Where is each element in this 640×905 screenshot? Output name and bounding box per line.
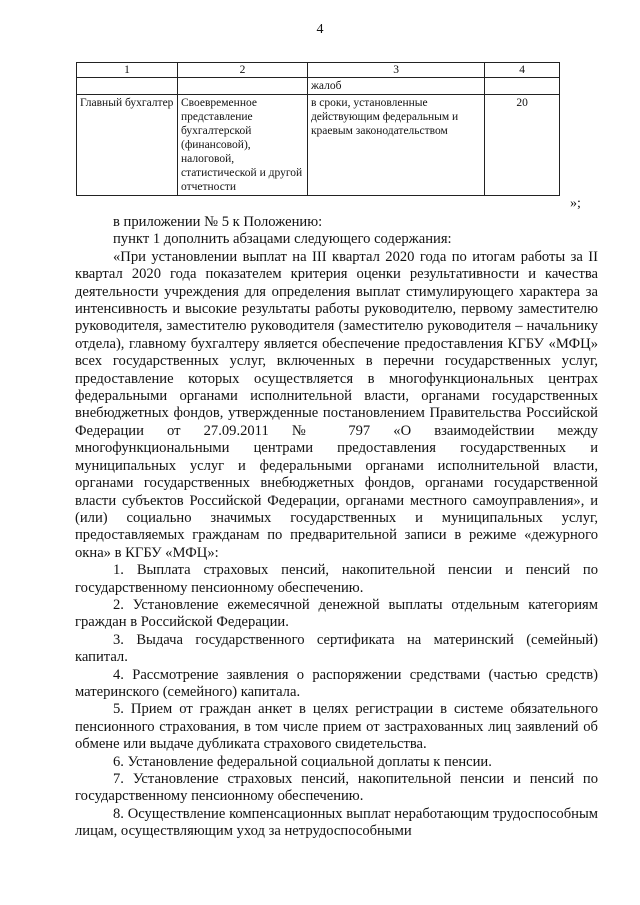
header-cell-2: 2 [177, 63, 307, 78]
list-item: 4. Рассмотрение заявления о распоряжении средствами (частью средств) материнского (семейного) капитала. [75, 666, 598, 700]
condition-cell: в сроки, установленные действующим федеральным и краевым законодательством [307, 95, 484, 196]
list-item: 2. Установление ежемесячной денежной выплаты отдельным категориям граждан в Российской Федерации. [75, 596, 598, 631]
paragraph: в приложении № 5 к Положению: [113, 214, 323, 230]
table-header-row [77, 63, 560, 78]
list-item: 8. Осуществление компенсационных выплат неработающим трудоспособным лицам, осуществляющим уход за нетрудоспособными [75, 805, 598, 840]
value-cell: 20 [485, 95, 560, 196]
paragraph: «При установлении выплат на III квартал 2020 года по итогам работы за II квартал 2020 года показателем критерия оценки результативности и качества деятельности учреждения для определения выплат стимулирующего характера за интенсивность и высокие результаты работы руководителю, первому заместителю руководителя, заместителю руководителя (заместителю руководителя – начальнику отдела), главному бухгалтеру является обеспечение предоставления КГБУ «МФЦ» всех государственных услуг, включенных в перечни государственных услуг, предоставление которых осуществляется в многофункциональных центрах федеральными органами исполнительной власти, органами государственных внебюджетных фондов, утвержденные постановлением Правительства Российской Федерации от 27.09.2011 № 797 «О взаимодействии между многофункциональными центрами предоставления государственных и муниципальных услуг и федеральными органами исполнительной власти, органами государственных внебюджетных фондов, органами государственной власти субъектов Российской Федерации, органами местного самоуправления», и (или) социально значимых государственных и муниципальных услуг, предоставляемых гражданам по предварительной записи в режиме «дежурного окна» в КГБУ «МФЦ»: [75, 248, 598, 561]
paragraph: пункт 1 дополнить абзацами следующего содержания: [113, 231, 452, 248]
table-closing-quote: »; [570, 196, 581, 211]
table-row-continued [77, 78, 560, 95]
header-cell-3: 3 [307, 63, 484, 78]
list-item: 1. Выплата страховых пенсий, накопительной пенсии и пенсий по государственному пенсионному обеспечению. [75, 562, 598, 596]
list-item: 5. Прием от граждан анкет в целях регистрации в системе обязательного пенсионного страхования, в том числе прием от застрахованных лиц заявлений об обмене или выдаче дубликата страхового свидетельства. [75, 701, 598, 753]
page-number: 4 [316, 22, 324, 37]
cont-cell-1 [77, 78, 178, 95]
header-cell-1: 1 [77, 63, 178, 78]
criterion-cell: Своевременное представление бухгалтерской (финансовой), налоговой, статистической и другой отчетности [177, 95, 307, 196]
document-body [75, 214, 598, 841]
criteria-table [76, 62, 560, 196]
header-cell-4: 4 [485, 63, 560, 78]
list-item: 3. Выдача государственного сертификата на материнский (семейный) капитал. [75, 631, 598, 666]
list-item: 7. Установление страховых пенсий, накопительной пенсии и пенсий по государственному пенсионному обеспечению. [75, 771, 598, 805]
cont-cell-2 [177, 78, 307, 95]
cont-cell-4 [485, 78, 560, 95]
list-item: 6. Установление федеральной социальной доплаты к пенсии. [113, 753, 492, 770]
cont-cell-3: жалоб [307, 78, 484, 95]
position-cell: Главный бухгалтер [77, 95, 178, 196]
table-row [77, 95, 560, 196]
